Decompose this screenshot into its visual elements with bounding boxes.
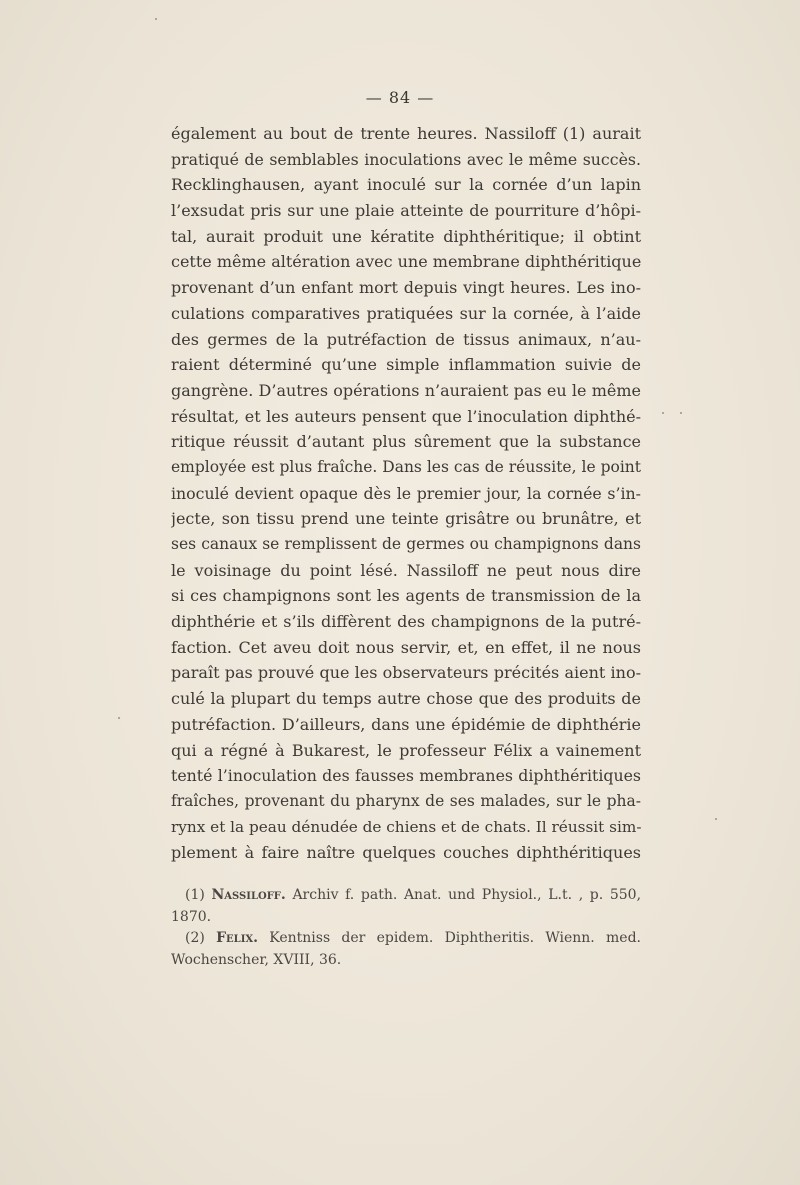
footnotes (171, 885, 641, 971)
footnote-marker: (2) (185, 930, 205, 946)
text-line: jecte, son tissu prend une teinte grisâtre ou brunâtre, et (171, 509, 641, 529)
text-line: faction. Cet aveu doit nous servir, et, en effet, il ne nous (171, 637, 641, 657)
footnote-text: Kentniss der epidem. Diphtheritis. Wienn. med. (269, 930, 641, 946)
text-line: plement à faire naître quelques couches diphthéritiques (171, 843, 641, 863)
text-line: tenté l’inoculation des fausses membranes diphthéritiques (171, 766, 641, 786)
footnote-marker: (1) (185, 887, 205, 903)
paper-speck (155, 18, 157, 20)
text-line: si ces champignons sont les agents de transmission de la (171, 586, 641, 606)
body-text (171, 121, 641, 866)
text-line: provenant d’un enfant mort depuis vingt heures. Les ino- (171, 278, 641, 298)
footnote-1-continuation: 1870. (171, 908, 212, 925)
paper-speck (715, 818, 717, 820)
text-line: rynx et la peau dénudée de chiens et de chats. Il réussit sim- (171, 817, 641, 836)
text-line: le voisinage du point lésé. Nassiloff ne peut nous dire (171, 560, 641, 580)
footnote-author: Felix. (216, 930, 259, 946)
text-line: des germes de la putréfaction de tissus animaux, n’au- (171, 329, 641, 349)
page-number: — 84 — (365, 88, 435, 107)
paper-speck (118, 717, 120, 719)
text-line: gangrène. D’autres opérations n’auraient pas eu le même (171, 380, 641, 400)
text-line: également au bout de trente heures. Nassiloff (1) aurait (171, 124, 641, 143)
footnote-text: Archiv f. path. Anat. und Physiol., L.t. , p. 550, (292, 887, 641, 903)
text-line: cette même altération avec une membrane diphthéritique (171, 252, 641, 272)
text-line: résultat, et les auteurs pensent que l’inoculation diphthé- (171, 406, 641, 426)
text-line: inoculé devient opaque dès le premier jour, la cornée s’in- (171, 483, 641, 503)
text-line: l’exsudat pris sur une plaie atteinte de pourriture d’hôpi- (171, 201, 641, 221)
text-line: employée est plus fraîche. Dans les cas de réussite, le point (171, 457, 641, 476)
footnote-1 (171, 885, 641, 907)
footnote-author: Nassiloff. (211, 887, 286, 903)
text-line: ses canaux se remplissent de germes ou champignons dans (171, 535, 641, 553)
text-line: putréfaction. D’ailleurs, dans une épidémie de diphthérie (171, 714, 641, 734)
footnote-2-continuation: Wochenscher, XVIII, 36. (171, 951, 342, 968)
text-line: qui a régné à Bukarest, le professeur Félix a vainement (171, 740, 641, 760)
text-line: pratiqué de semblables inoculations avec le même succès. (171, 149, 641, 169)
text-line: fraîches, provenant du pharynx de ses malades, sur le pha- (171, 791, 641, 810)
footnote-2 (171, 928, 641, 950)
text-line: culations comparatives pratiquées sur la cornée, à l’aide (171, 303, 641, 323)
paper-speck (662, 412, 664, 414)
paper-speck (680, 412, 682, 414)
text-line: ritique réussit d’autant plus sûrement que la substance (171, 432, 641, 452)
text-line: paraît pas prouvé que les observateurs précités aient ino- (171, 663, 641, 683)
text-line: raient déterminé qu’une simple inflammation suivie de (171, 355, 641, 375)
text-line: Recklinghausen, ayant inoculé sur la cornée d’un lapin (171, 175, 641, 195)
text-line: diphthérie et s’ils diffèrent des champignons de la putré- (171, 612, 641, 632)
text-line: tal, aurait produit une kératite diphthéritique; il obtint (171, 226, 641, 246)
text-line: culé la plupart du temps autre chose que des produits de (171, 689, 641, 709)
